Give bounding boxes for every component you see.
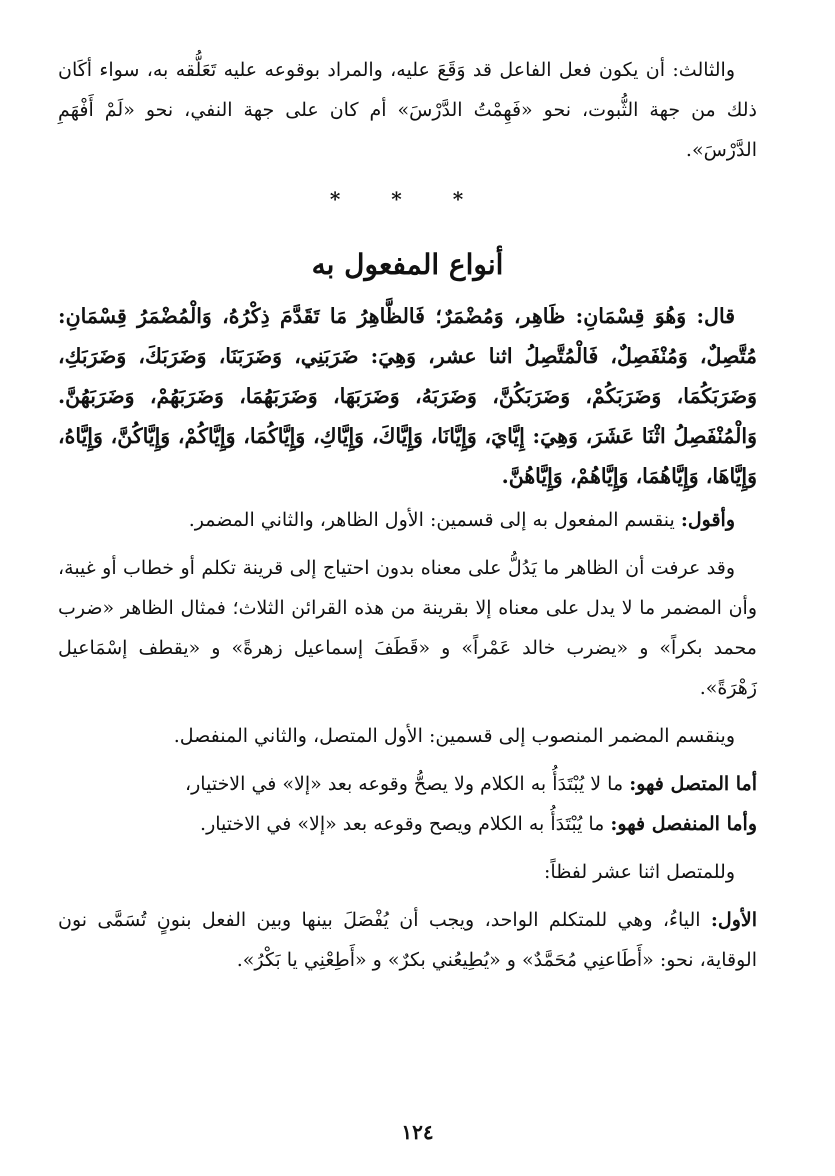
split-paragraph: وينقسم المضمر المنصوب إلى قسمين: الأول المتصل، والثاني المنفصل. [173, 725, 735, 747]
aqulu-paragraph [58, 500, 757, 540]
matn-text: وَهُوَ قِسْمَانِ: ظَاهِر، وَمُضْمَرٌ؛ فَالظَّاهِرُ مَا تَقَدَّمَ ذِكْرُهُ، وَالْمُضْمَرُ قِسْمَانِ: مُتَّصِلٌ، وَمُنْفَصِلٌ، فَالْمُتَّصِلُ اثنا عشر، وَهِيَ: ضَرَبَنِي، وَضَرَبَنَا، وَضَرَبَكَ، وَضَرَبَكِ، وَضَرَبَكُمَا، وَضَرَبَكُمْ، وَضَرَبَكُنَّ، وَضَرَبَهُ، وَضَرَبَهَا، وَضَرَبَهُمَا، وَضَرَبَهُمْ، وَضَرَبَهُنَّ. وَالْمُنْفَصِلُ اثْنَا عَشَرَ، وَهِيَ: إِيَّايَ، وَإِيَّانَا، وَإِيَّاكَ، وَإِيَّاكِ، وَإِيَّاكُمَا، وَإِيَّاكُمْ، وَإِيَّاكُنَّ، وَإِيَّاهُ، وَإِيَّاهَا، وَإِيَّاهُمَا، وَإِيَّاهُمْ، وَإِيَّاهُنَّ. [58, 304, 757, 488]
munfasil-paragraph [58, 804, 757, 844]
first-item-paragraph [58, 900, 757, 980]
aqulu-lead: وأقول: [680, 509, 735, 531]
first-item-lead: الأول: [710, 909, 757, 931]
page-number: ١٢٤ [401, 1120, 434, 1144]
dhahir-paragraph: وقد عرفت أن الظاهر ما يَدُلُّ على معناه بدون احتياج إلى قرينة تكلم أو خطاب أو غيبة، وأن المضمر ما لا يدل على معناه إلا بقرينة من هذه القرائن الثلاث؛ فمثال الظاهر «ضرب محمد بكراً» و «يضرب خالد عَمْراً» و «قَطَفَ إسماعيل زهرةً» و «يقطف إسْمَاعيل زَهْرَةً». [58, 557, 757, 699]
spacer [58, 540, 757, 548]
spacer [58, 708, 757, 716]
first-item-text: الياءُ، وهي للمتكلم الواحد، ويجب أن يُفْصَلَ بينها وبين الفعل بنونٍ تُسَمَّى نون الوقاية، نحو: «أَطَاعنِي مُحَمَّدٌ» و «يُطِيعُني بكرٌ» و «أَطِعْنِي يا بَكْرُ». [58, 909, 757, 971]
muttasil-lead: أما المتصل فهو: [629, 773, 757, 795]
twelve-paragraph: وللمتصل اثنا عشر لفظاً: [544, 861, 735, 883]
muttasil-text: ما لا يُبْتَدَأُ به الكلام ولا يصحُّ وقوعه بعد «إلا» في الاختيار، [185, 773, 624, 795]
muttasil-paragraph [58, 764, 757, 804]
top-paragraph: والثالث: أن يكون فعل الفاعل قد وَقَعَ عليه، والمراد بوقوعه عليه تَعَلُّقه به، سواء أكَان ذلك من جهة الثُّبوت، نحو «فَهِمْتُ الدَّرْسَ» أم كان على جهة النفي، نحو «لَمْ أَفْهَمِ الدَّرْسَ». [58, 59, 757, 161]
spacer [58, 892, 757, 900]
matn-paragraph [58, 296, 757, 496]
section-heading: أنواع المفعول به [311, 248, 504, 281]
section-separator: * * * [329, 187, 486, 211]
spacer [58, 756, 757, 764]
matn-lead: قال: [696, 304, 735, 328]
aqulu-text: ينقسم المفعول به إلى قسمين: الأول الظاهر، والثاني المضمر. [188, 509, 675, 531]
spacer [58, 844, 757, 852]
munfasil-text: ما يُبْتَدَأُ به الكلام ويصح وقوعه بعد «إلا» في الاختيار. [200, 813, 605, 835]
munfasil-lead: وأما المنفصل فهو: [610, 813, 757, 835]
